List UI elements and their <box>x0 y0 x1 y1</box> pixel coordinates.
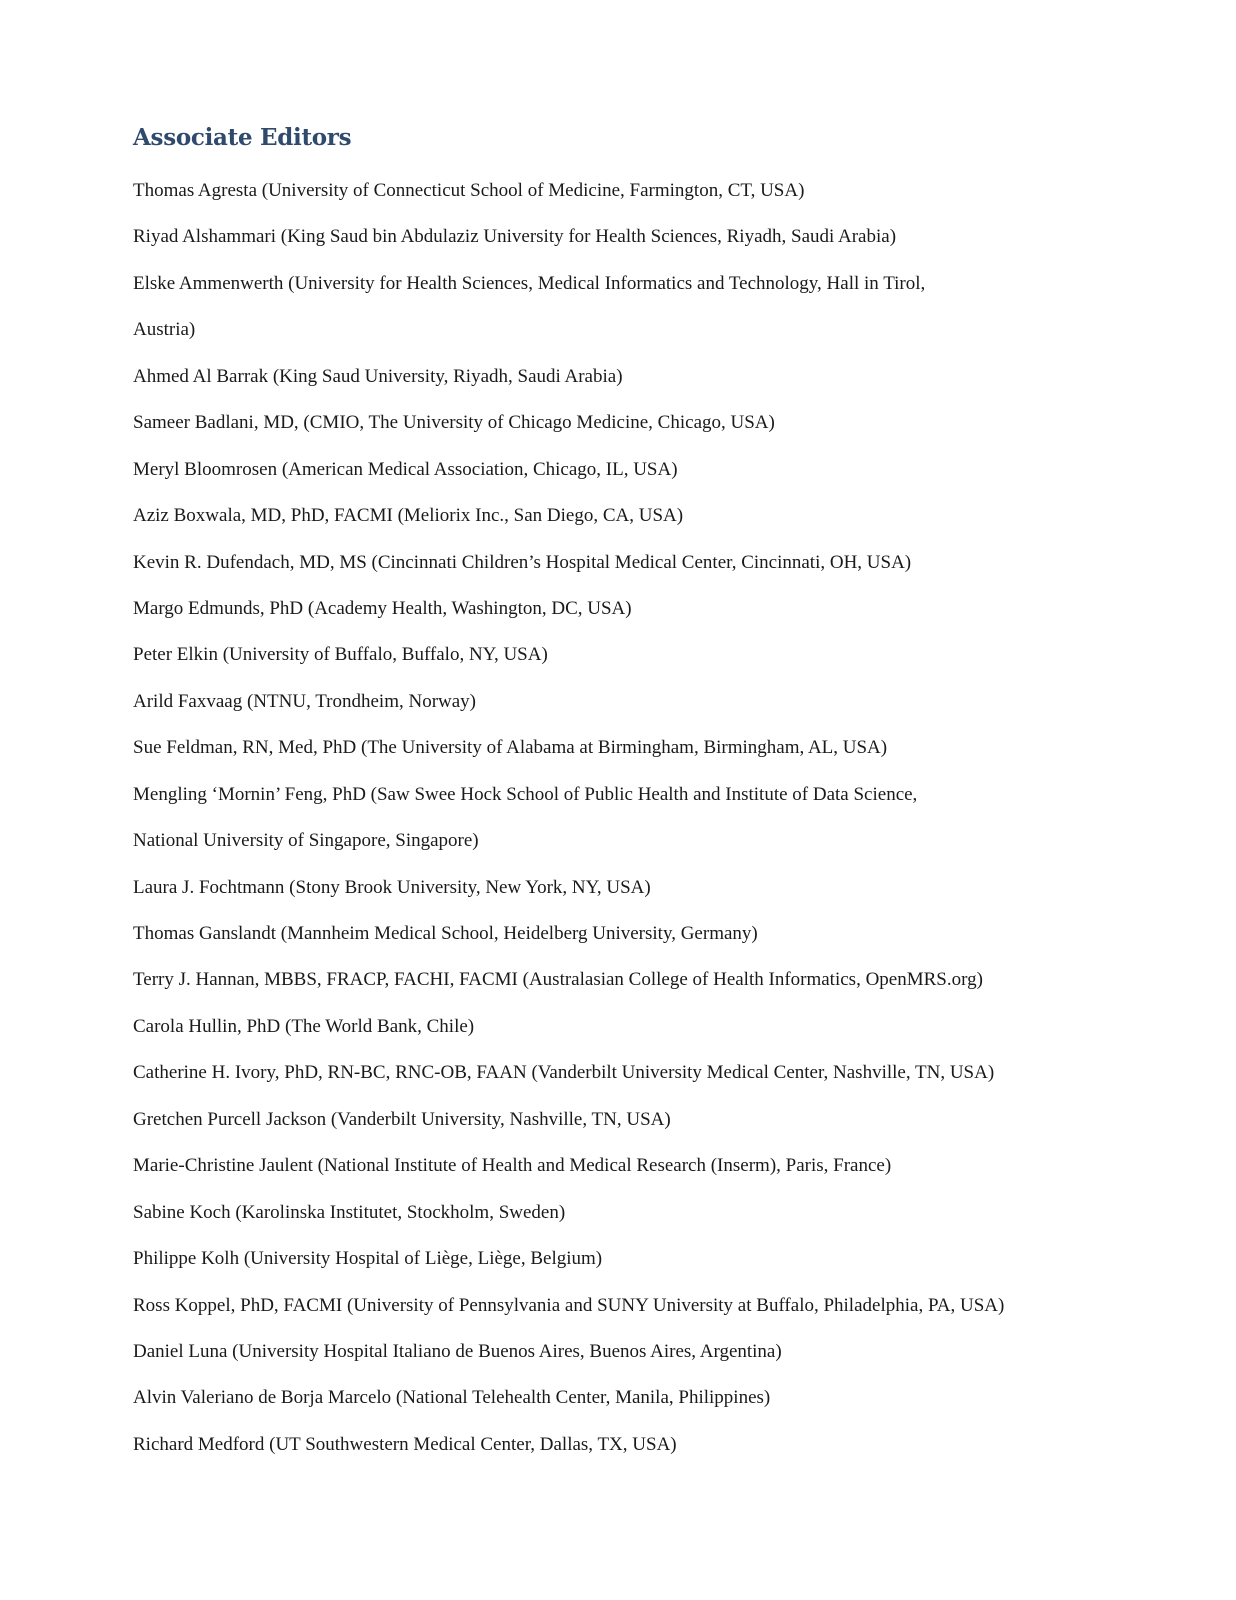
editor-entry-line: Peter Elkin (University of Buffalo, Buffalo, NY, USA) <box>133 644 548 666</box>
editor-entry-line: Carola Hullin, PhD (The World Bank, Chile) <box>133 1015 475 1037</box>
editor-list <box>133 175 1133 1475</box>
editor-entry-line: Thomas Ganslandt (Mannheim Medical School, Heidelberg University, Germany) <box>133 923 758 944</box>
editor-entry-line: Thomas Agresta (University of Connecticut School of Medicine, Farmington, CT, USA) <box>133 180 805 201</box>
editor-entry-line: Richard Medford (UT Southwestern Medical Center, Dallas, TX, USA) <box>133 1433 677 1455</box>
section-heading: Associate Editors <box>133 124 352 151</box>
editor-entry-line: Sue Feldman, RN, Med, PhD (The University of Alabama at Birmingham, Birmingham, AL, USA) <box>133 737 888 759</box>
editor-entry-line: Aziz Boxwala, MD, PhD, FACMI (Meliorix Inc., San Diego, CA, USA) <box>133 505 684 527</box>
editor-entry-line: Terry J. Hannan, MBBS, FRACP, FACHI, FACMI (Australasian College of Health Informatics, OpenMRS.org) <box>133 969 983 991</box>
editor-entry-line: Daniel Luna (University Hospital Italiano de Buenos Aires, Buenos Aires, Argentina) <box>133 1340 782 1362</box>
editor-entry-line: Ross Koppel, PhD, FACMI (University of Pennsylvania and SUNY University at Buffalo, Philadelphia, PA, USA) <box>133 1294 1005 1316</box>
editor-entry-line: Arild Faxvaag (NTNU, Trondheim, Norway) <box>133 690 477 712</box>
editor-entry-line: Elske Ammenwerth (University for Health Sciences, Medical Informatics and Technology, Hall in Tirol, <box>133 272 926 294</box>
editor-entry-line: Riyad Alshammari (King Saud bin Abdulaziz University for Health Sciences, Riyadh, Saudi Arabia) <box>133 226 897 248</box>
editor-entry-line: Philippe Kolh (University Hospital of Liège, Liège, Belgium) <box>133 1248 603 1270</box>
editor-entry-line: Ahmed Al Barrak (King Saud University, Riyadh, Saudi Arabia) <box>133 365 623 387</box>
editor-entry-line: Marie-Christine Jaulent (National Institute of Health and Medical Research (Inserm), Paris, France) <box>133 1155 892 1177</box>
editor-entry-line: Sameer Badlani, MD, (CMIO, The University of Chicago Medicine, Chicago, USA) <box>133 412 775 434</box>
editor-entry-line: Gretchen Purcell Jackson (Vanderbilt University, Nashville, TN, USA) <box>133 1108 671 1130</box>
editor-entry-line: Laura J. Fochtmann (Stony Brook University, New York, NY, USA) <box>133 876 651 898</box>
editor-entry-line: Margo Edmunds, PhD (Academy Health, Washington, DC, USA) <box>133 597 632 619</box>
editor-entry-line: Mengling ‘Mornin’ Feng, PhD (Saw Swee Hock School of Public Health and Institute of Data Science, <box>133 783 918 805</box>
editor-entry-line: Alvin Valeriano de Borja Marcelo (National Telehealth Center, Manila, Philippines) <box>133 1387 771 1409</box>
editor-entry-line: Austria) <box>133 319 196 341</box>
editor-entry-line: Meryl Bloomrosen (American Medical Association, Chicago, IL, USA) <box>133 458 678 480</box>
editor-entry-line: National University of Singapore, Singapore) <box>133 830 479 852</box>
editor-entry-line: Catherine H. Ivory, PhD, RN-BC, RNC-OB, FAAN (Vanderbilt University Medical Center, Nashville, TN, USA) <box>133 1062 995 1084</box>
editor-entry-line: Sabine Koch (Karolinska Institutet, Stockholm, Sweden) <box>133 1201 566 1223</box>
editor-entry-line: Kevin R. Dufendach, MD, MS (Cincinnati Children’s Hospital Medical Center, Cincinnati, OH, USA) <box>133 551 912 573</box>
